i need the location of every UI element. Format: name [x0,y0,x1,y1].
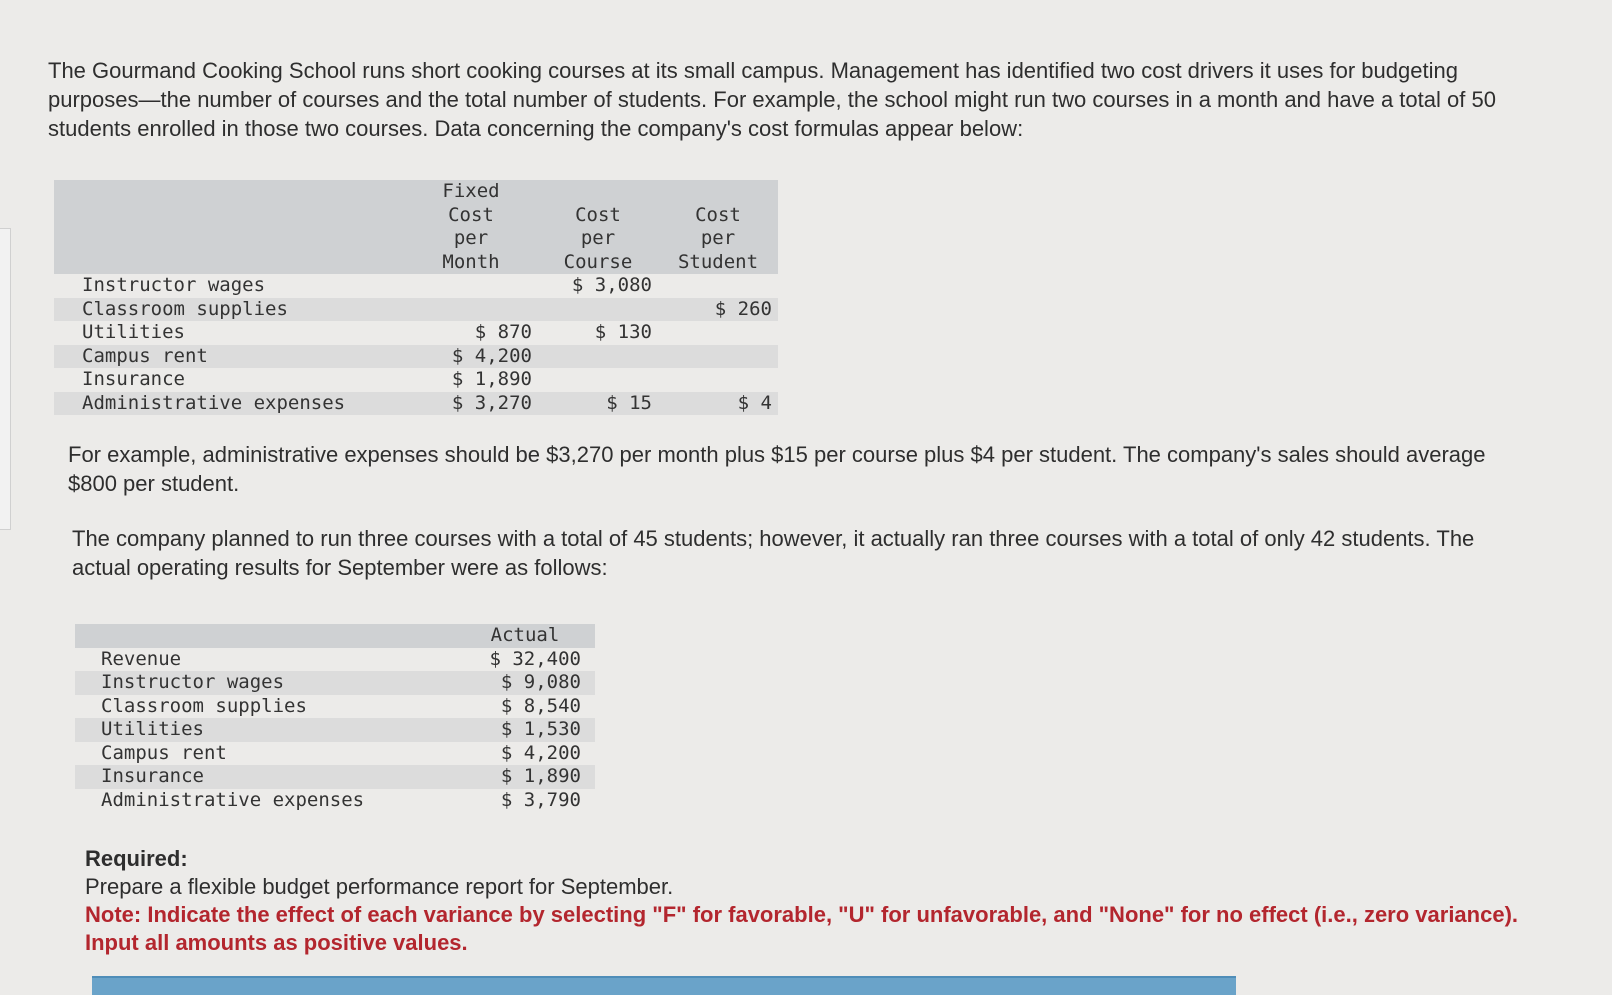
row-label: Classroom supplies [101,694,307,717]
cost-per-course-value: $ 15 [606,391,652,414]
header-fixed-cost: Fixed Cost per Month [442,180,500,273]
table-row [75,648,595,672]
table-row [54,298,778,322]
fixed-cost-value: $ 3,270 [451,391,532,414]
actual-value: $ 1,530 [500,718,581,740]
cost-formulas-table [54,180,778,415]
row-label: Instructor wages [82,274,266,296]
required-section [85,845,1535,957]
row-label: Campus rent [82,344,208,367]
table-row [54,392,778,416]
actual-value: $ 9,080 [500,671,581,693]
cost-per-course-value [538,368,658,392]
cost-per-student-value: $ 260 [714,297,772,320]
table-row [75,789,595,813]
table-row [54,274,778,298]
header-blank [54,180,404,274]
actual-results-header-row [75,624,595,648]
table-row [75,671,595,695]
row-label: Instructor wages [101,671,285,693]
fixed-cost-value: $ 870 [474,321,532,343]
plan-paragraph: The company planned to run three courses with a total of 45 students; however, it actually ran three courses with a total of only 42 students. The actual operating results for September were as follows: [72,526,1475,580]
cost-per-student-value [658,368,778,392]
cost-per-course-value: $ 130 [594,321,652,343]
fixed-cost-value: $ 4,200 [451,344,532,367]
cost-per-student-value [658,274,778,298]
header-cost-per-student: Cost per Student [677,203,759,273]
fixed-cost-value [404,274,538,298]
cost-per-student-value [658,345,778,369]
table-row [54,345,778,369]
actual-value: $ 8,540 [500,694,581,717]
header-cost-per-course: Cost per Course [563,203,633,273]
cost-per-course-value [538,298,658,322]
page-edge-tab [0,228,11,530]
row-label: Classroom supplies [82,297,288,320]
row-label: Utilities [101,718,204,740]
cost-per-course-value: $ 3,080 [571,274,652,296]
row-label: Utilities [82,321,185,343]
table-row [75,718,595,742]
required-instruction: Prepare a flexible budget performance report for September. [85,874,674,899]
table-row [75,742,595,766]
actual-value: $ 32,400 [489,647,581,670]
table-row [54,321,778,345]
intro-paragraph: The Gourmand Cooking School runs short cooking courses at its small campus. Management has identified two cost drivers it uses for budgeting purposes—the number of courses and the total number of students. For example, the school might run two courses in a month and have a total of 50 students enrolled in those two courses. Data concerning the company's cost formulas appear below: [48,58,1496,141]
row-label: Administrative expenses [101,788,365,811]
header-actual: Actual [490,624,560,646]
fixed-cost-value [404,298,538,322]
example-paragraph: For example, administrative expenses should be $3,270 per month plus $15 per course plus $4 per student. The company's sales should average $800 per student. [68,442,1486,496]
row-label: Insurance [82,368,185,390]
table-row [75,695,595,719]
actual-value: $ 4,200 [500,741,581,764]
row-label: Revenue [101,647,182,670]
header-blank [75,624,455,648]
cost-formulas-header-row [54,180,778,274]
row-label: Administrative expenses [82,391,346,414]
cost-per-student-value [658,321,778,345]
cost-per-course-value [538,345,658,369]
row-label: Insurance [101,765,204,787]
fixed-cost-value: $ 1,890 [451,368,532,390]
answer-panel-header-bar [92,976,1236,995]
actual-results-table [75,624,595,812]
table-row [54,368,778,392]
required-title: Required: [85,846,188,871]
table-row [75,765,595,789]
actual-value: $ 3,790 [500,788,581,811]
required-note: Note: Indicate the effect of each variance by selecting "F" for favorable, "U" for unfavorable, and "None" for no effect (i.e., zero variance). Input all amounts as positive values. [85,902,1519,955]
row-label: Campus rent [101,741,227,764]
actual-value: $ 1,890 [500,765,581,787]
cost-per-student-value: $ 4 [737,391,772,414]
